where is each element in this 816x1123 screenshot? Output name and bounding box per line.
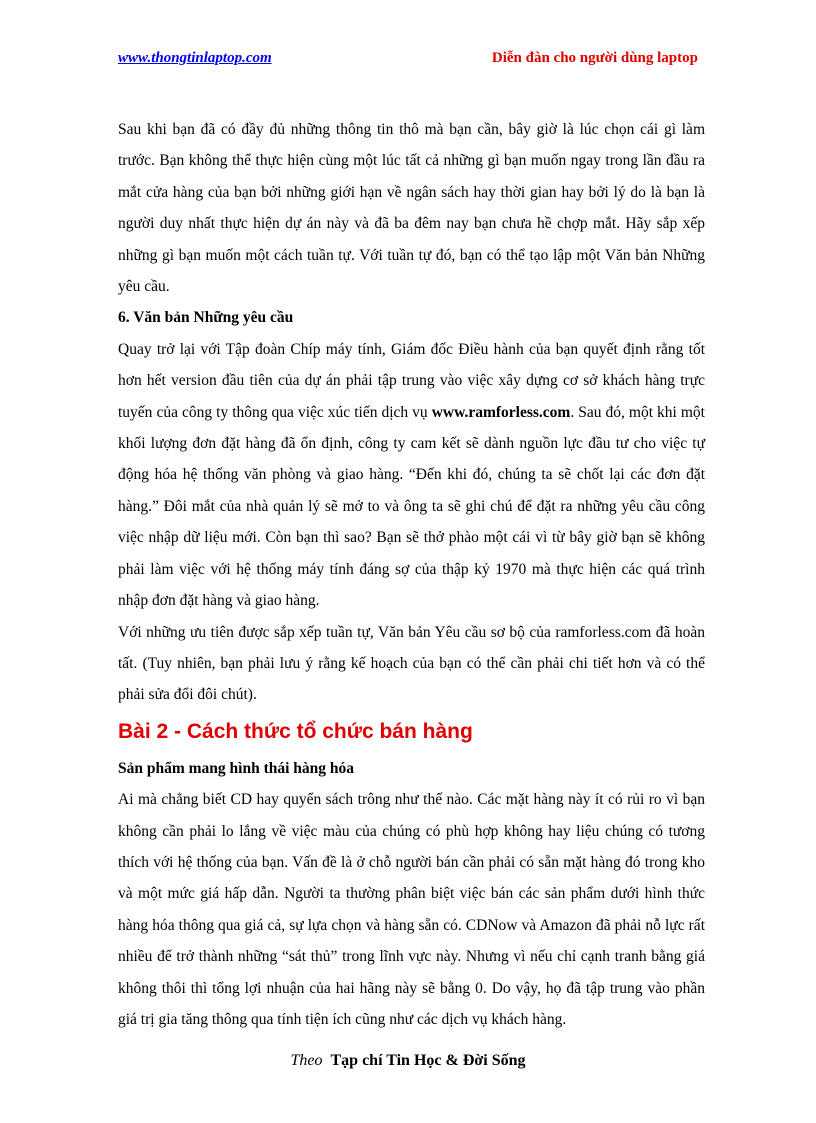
lesson-2-subheading: Sản phẩm mang hình thái hàng hóa: [118, 759, 355, 777]
page-footer: [0, 1052, 816, 1070]
lesson-2-paragraph: Ai mà chẳng biết CD hay quyển sách trông như thế nào. Các mặt hàng này ít có rủi ro vì bạn không cần phải lo lắng về việc màu của chúng có phù hợp không hay liệu chúng có tương thích với hệ thống của bạn. Vấn đề là ở chỗ người bán cần phải có sẵn mặt hàng đó trong kho và một mức giá hấp dẫn. Người ta thường phân biệt việc bán các sản phẩm dưới hình thức hàng hóa thông qua giá cả, sự lựa chọn và hàng sẵn có. CDNow và Amazon đã phải nỗ lực rất nhiều để trở thành những “sát thủ” trong lĩnh vực này. Nhưng vì nếu chỉ cạnh tranh bằng giá không thôi thì tổng lợi nhuận của hai hãng này sẽ bằng 0. Do vậy, họ đã tập trung vào phần giá trị gia tăng thông qua tính tiện ích cũng như các dịch vụ khách hàng.: [118, 791, 705, 1028]
paragraph-text: Quay trở lại với Tập đoàn Chíp máy tính, Giám đốc Điều hành của bạn quyết định rằng tốt hơn hết version đầu tiên của dự án phải tập trung vào việc xây dựng cơ sở khách hàng trực tuyến của công ty thông qua việc xúc tiến dịch vụ: [118, 340, 705, 421]
footer-magazine: Tạp chí Tin Học & Đời Sống: [330, 1052, 526, 1069]
section-6-heading: 6. Văn bản Những yêu cầu: [118, 309, 294, 327]
site-link[interactable]: www.thongtinlaptop.com: [118, 50, 272, 66]
ramforless-link: www.ramforless.com: [431, 403, 571, 421]
lesson-2-heading: Bài 2 - Cách thức tổ chức bán hàng: [118, 719, 473, 743]
page-header: [118, 50, 698, 74]
section-6-paragraph-1: [118, 334, 705, 617]
section-6-paragraph-2: Với những ưu tiên được sắp xếp tuần tự, Văn bản Yêu cầu sơ bộ của ramforless.com đã hoàn tất. (Tuy nhiên, bạn phải lưu ý rằng kế hoạch của bạn có thể cần phải chi tiết hơn và có thể phải sửa đổi đôi chút).: [118, 623, 705, 704]
article-body: [118, 114, 705, 1035]
footer-source-prefix: Theo: [290, 1052, 323, 1069]
site-tagline: Diễn đàn cho người dùng laptop: [491, 50, 698, 66]
paragraph-text: . Sau đó, một khi một khối lượng đơn đặt hàng đã ổn định, công ty cam kết sẽ dành nguồn lực đầu tư cho việc tự động hóa hệ thống văn phòng và giao hàng. “Đến khi đó, chúng ta sẽ chốt lại các đơn đặt hàng.” Đôi mắt của nhà quản lý sẽ mở to và ông ta sẽ ghi chú để đặt ra những yêu cầu công việc nhập dữ liệu mới. Còn bạn thì sao? Bạn sẽ thở phào một cái vì từ bây giờ bạn sẽ không phải làm việc với hệ thống máy tính đáng sợ của thập kỷ 1970 mà thực hiện các quá trình nhập đơn đặt hàng và giao hàng.: [118, 403, 705, 610]
intro-paragraph: Sau khi bạn đã có đầy đủ những thông tin thô mà bạn cần, bây giờ là lúc chọn cái gì làm trước. Bạn không thể thực hiện cùng một lúc tất cả những gì bạn muốn ngay trong lần đầu ra mắt cửa hàng của bạn bởi những giới hạn về ngân sách hay thời gian hay bởi lý do là bạn là người duy nhất thực hiện dự án này và đã ba đêm nay bạn chưa hề chợp mắt. Hãy sắp xếp những gì bạn muốn một cách tuần tự. Với tuần tự đó, bạn có thể tạo lập một Văn bản Những yêu cầu.: [118, 121, 705, 296]
